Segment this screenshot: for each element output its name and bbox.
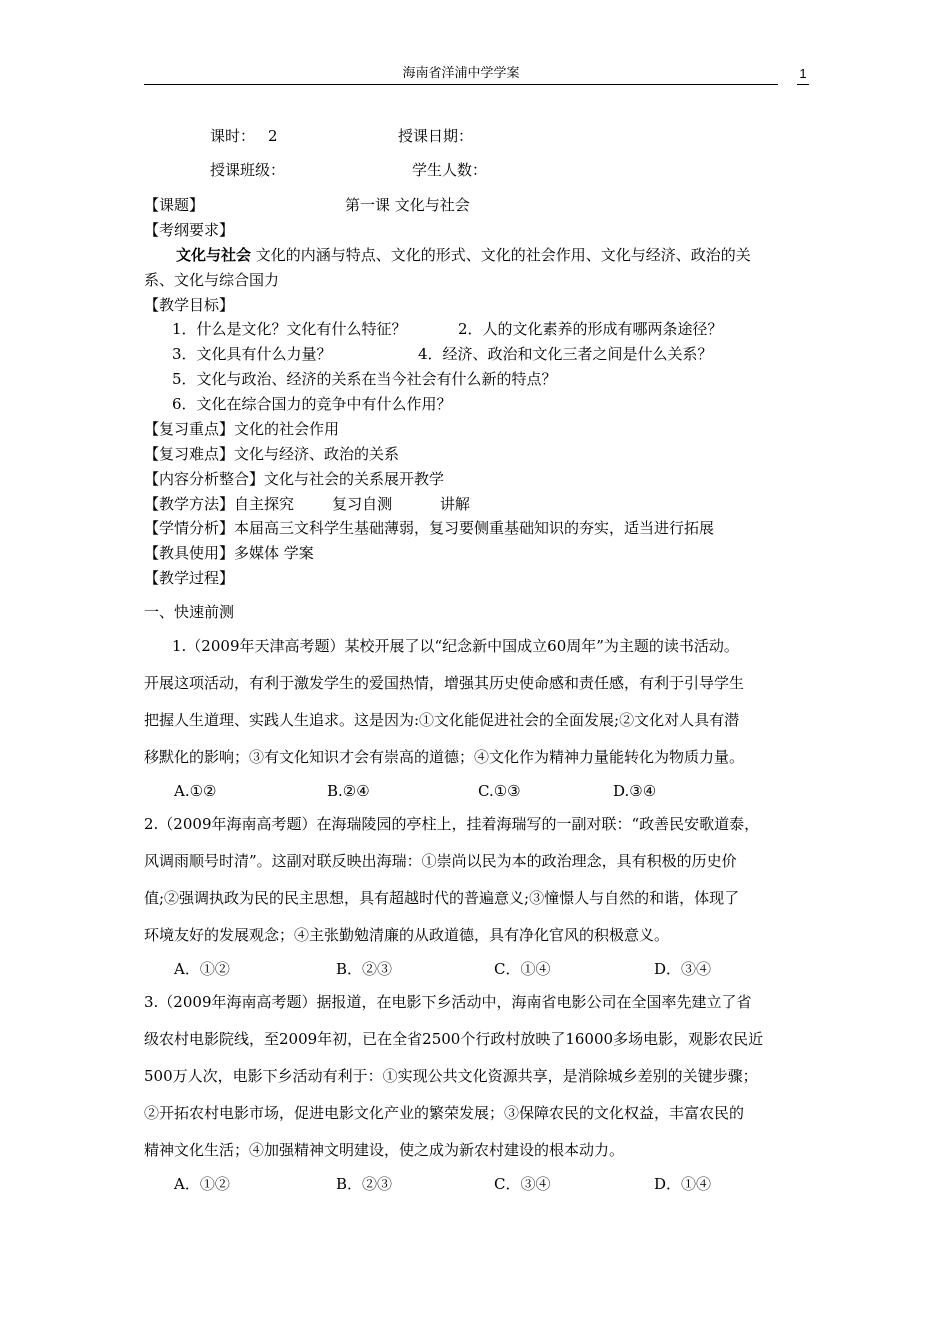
question-2-line: 环境友好的发展观念；④主张勤勉清廉的从政道德，具有净化官风的积极意义。 <box>144 926 670 944</box>
objective-item: 6．文化在综合国力的竞争中有什么作用？ <box>172 395 452 413</box>
question-2-option: C．①④ <box>494 960 551 978</box>
student-analysis: 【学情分析】本届高三文科学生基础薄弱，复习要侧重基础知识的夯实，适当进行拓展 <box>144 519 715 537</box>
question-1-option: A.①② <box>174 782 217 800</box>
content-analysis: 【内容分析整合】文化与社会的关系展开教学 <box>144 470 445 488</box>
students-label: 学生人数： <box>412 161 488 179</box>
section-heading: 一、快速前测 <box>144 603 235 621</box>
question-1-line: 把握人生道理、实践人生追求。这是因为:①文化能促进社会的全面发展;②文化对人具有潜 <box>144 711 740 729</box>
question-3-option: C．③④ <box>494 1175 551 1193</box>
page-number: 1 <box>797 64 809 85</box>
topic-value: 第一课 文化与社会 <box>345 196 470 214</box>
class-label: 授课班级： <box>210 161 286 179</box>
question-3-line: 精神文化生活；④加强精神文明建设，使之成为新农村建设的根本动力。 <box>144 1141 625 1159</box>
question-2-line: 2.（2009年海南高考题）在海瑞陵园的亭柱上，挂着海瑞写的一副对联：“政善民安歌道泰， <box>144 815 760 833</box>
question-3-option: D．①④ <box>654 1175 712 1193</box>
syllabus-label: 【考纲要求】 <box>144 221 235 239</box>
question-2-line: 值;②强调执政为民的民主思想，具有超越时代的普遍意义;③憧憬人与自然的和谐，体现了 <box>144 889 740 907</box>
syllabus-text-1: 文化的内涵与特点、文化的形式、文化的社会作用、文化与经济、政治的关 <box>251 246 751 264</box>
question-2-option: B．②③ <box>336 960 393 978</box>
question-1-line: 开展这项活动，有利于激发学生的爱国热情，增强其历史使命感和责任感，有利于引导学生 <box>144 674 745 692</box>
question-2-line: 风调雨顺号时清”。这副对联反映出海瑞：①崇尚以民为本的政治理念，具有积极的历史价 <box>144 852 737 870</box>
key-point: 【复习重点】文化的社会作用 <box>144 420 340 438</box>
date-label: 授课日期： <box>398 127 474 145</box>
page-header <box>144 64 778 85</box>
question-3-line: 3.（2009年海南高考题）据报道，在电影下乡活动中，海南省电影公司在全国率先建立了省 <box>144 993 752 1011</box>
question-1-option: D.③④ <box>613 782 657 800</box>
period-value: 2 <box>268 127 278 145</box>
teaching-process: 【教学过程】 <box>144 569 235 587</box>
question-3-line: 500万人次，电影下乡活动有利于：①实现公共文化资源共享，是消除城乡差别的关键步骤； <box>144 1067 758 1085</box>
question-1-line: 1.（2009年天津高考题）某校开展了以“纪念新中国成立60周年”为主题的读书活动。 <box>172 637 739 655</box>
question-1-option: B.②④ <box>327 782 370 800</box>
syllabus-text-2: 系、文化与综合国力 <box>144 271 280 289</box>
teaching-tools: 【教具使用】多媒体 学案 <box>144 544 314 562</box>
objective-item: 2．人的文化素养的形成有哪两条途径？ <box>458 320 723 338</box>
objective-item: 5．文化与政治、经济的关系在当今社会有什么新的特点？ <box>172 370 557 388</box>
objective-item: 4．经济、政治和文化三者之间是什么关系？ <box>418 345 713 363</box>
question-3-line: 级农村电影院线，至2009年初，已在全省2500个行政村放映了16000多场电影，观影农民近 <box>144 1030 764 1048</box>
objective-item: 3．文化具有什么力量？ <box>172 345 332 363</box>
question-1-option: C.①③ <box>478 782 521 800</box>
period-label: 课时： <box>210 127 256 145</box>
question-3-line: ②开拓农村电影市场，促进电影文化产业的繁荣发展；③保障农民的文化权益，丰富农民的 <box>144 1104 745 1122</box>
syllabus-bold: 文化与社会 <box>176 246 252 264</box>
question-3-option: B．②③ <box>336 1175 393 1193</box>
difficulty: 【复习难点】文化与经济、政治的关系 <box>144 445 400 463</box>
topic-label: 【课题】 <box>144 196 205 214</box>
header-title: 海南省洋浦中学学案 <box>402 66 520 81</box>
question-1-line: 移默化的影响；③有文化知识才会有崇高的道德；④文化作为精神力量能转化为物质力量。 <box>144 748 745 766</box>
objectives-label: 【教学目标】 <box>144 296 235 314</box>
syllabus-line-1 <box>176 245 751 265</box>
question-2-option: D．③④ <box>654 960 712 978</box>
question-2-option: A．①② <box>174 960 230 978</box>
objective-item: 1．什么是文化？文化有什么特征？ <box>172 320 407 338</box>
question-3-option: A．①② <box>174 1175 230 1193</box>
teaching-method: 【教学方法】自主探究 复习自测 讲解 <box>144 495 470 513</box>
